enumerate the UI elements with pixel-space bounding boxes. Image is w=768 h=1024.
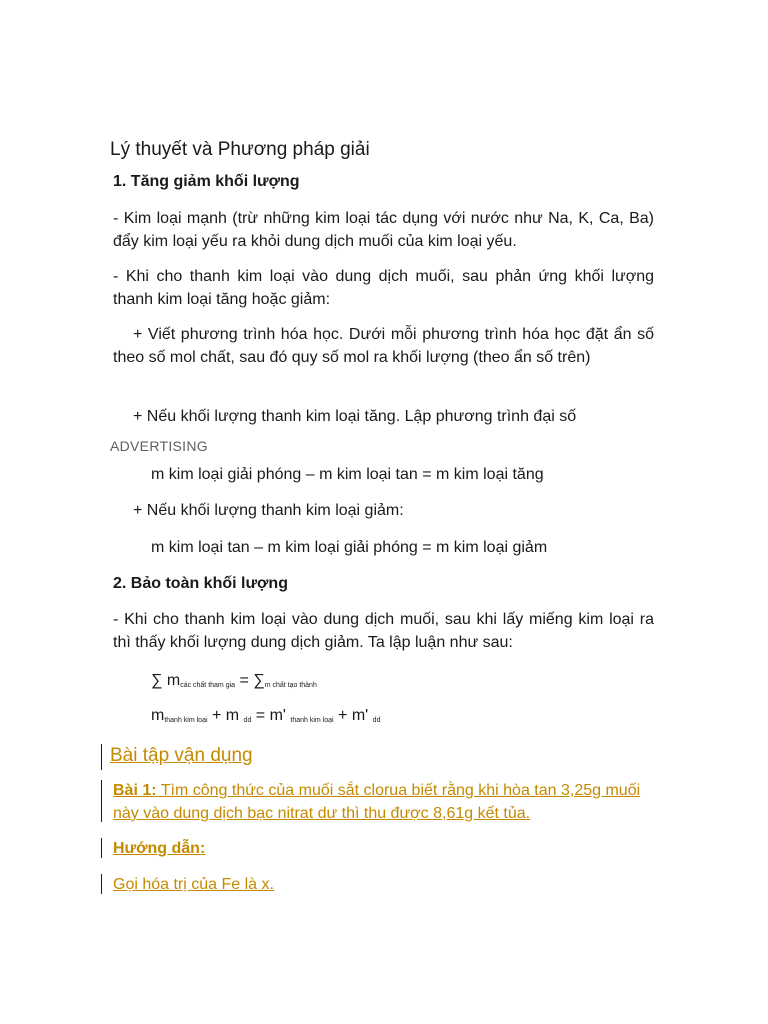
formula-sum-right: ∑ [253, 672, 265, 689]
exercise-1-label: Bài 1: [113, 782, 157, 799]
quote-bar [101, 838, 102, 858]
exercise-1-link[interactable] [113, 780, 654, 825]
section2-paragraph-1: - Khi cho thanh kim loại vào dung dịch muối, sau khi lấy miếng kim loại ra thì thấy khối lượng dung dịch giảm. Ta lập luận như sau: [113, 611, 654, 651]
section1-paragraph-3: + Viết phương trình hóa học. Dưới mỗi phương trình hóa học đặt ẩn số theo số mol chất, sau đó quy số mol ra khối lượng (theo ẩn số trên) [113, 326, 654, 366]
exercise-1-text: Tìm công thức của muối sắt clorua biết rằng khi hòa tan 3,25g muối này vào dung dịch bạc nitrat dư thì thu được 8,61g kết tủa. [113, 782, 641, 822]
section2-heading: 2. Bảo toàn khối lượng [113, 575, 288, 592]
mass-conservation-formula [151, 670, 317, 697]
equation-increase: m kim loại giải phóng – m kim loại tan = m kim loại tăng [151, 466, 544, 483]
section1-paragraph-2: - Khi cho thanh kim loại vào dung dịch muối, sau phản ứng khối lượng thanh kim loại tăng hoặc giảm: [113, 268, 654, 308]
formula-sum-left: ∑ m [151, 672, 181, 689]
formula-sub-left: các chất tham gia [180, 682, 236, 689]
formula2-sub1: thanh kim loại [164, 717, 208, 724]
formula2-sub2: dd [243, 717, 252, 724]
guide-link[interactable]: Hướng dẫn: [113, 840, 206, 857]
formula2-m1: m [151, 707, 165, 724]
page-title: Lý thuyết và Phương pháp giải [110, 139, 370, 160]
advertising-label: ADVERTISING [110, 438, 208, 454]
section1-paragraph-4: + Nếu khối lượng thanh kim loại tăng. Lập phương trình đại số [133, 408, 577, 425]
formula2-plus2: + m' [333, 707, 373, 724]
quote-bar [101, 744, 102, 770]
quote-bar [101, 780, 102, 822]
formula2-plus1: + m [207, 707, 244, 724]
mass-balance-formula [151, 705, 380, 732]
section1-paragraph-5: + Nếu khối lượng thanh kim loại giảm: [133, 502, 404, 519]
formula-sub-right: m chất tạo thành [264, 682, 317, 689]
formula-equals: = [235, 672, 254, 689]
formula2-eq: = m' [251, 707, 291, 724]
exercises-heading-link[interactable]: Bài tập vận dụng [110, 745, 253, 766]
quote-bar [101, 874, 102, 894]
equation-decrease: m kim loại tan – m kim loại giải phóng = m kim loại giảm [151, 539, 548, 556]
formula2-sub4: dd [372, 717, 381, 724]
solution-start-link[interactable]: Gọi hóa trị của Fe là x. [113, 876, 274, 893]
section1-heading: 1. Tăng giảm khối lượng [113, 173, 300, 190]
formula2-sub3: thanh kim loại [290, 717, 334, 724]
section1-paragraph-1: - Kim loại mạnh (trừ những kim loại tác dụng với nước như Na, K, Ca, Ba) đẩy kim loại yếu ra khỏi dung dịch muối của kim loại yếu. [113, 210, 654, 250]
